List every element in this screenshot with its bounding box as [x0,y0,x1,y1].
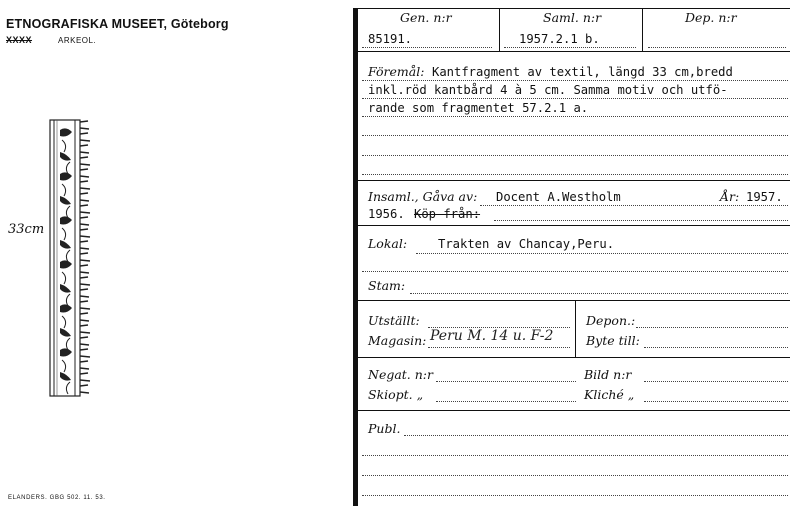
publ-dotted-4 [362,495,788,496]
gen-value: 85191. [368,32,413,46]
insaml-line2-value: 1956. [368,207,405,221]
lokal-label: Lokal: [368,236,408,251]
photo-bottom-rule [356,410,790,411]
dep-label: Dep. n:r [685,10,737,25]
department-struck: XXXX [6,35,33,45]
saml-dotted [504,47,636,48]
foremal-dotted-3 [362,116,788,117]
publ-dotted-2 [362,455,788,456]
depon-label: Depon.: [586,313,636,328]
foremal-line-1: Kantfragment av textil, längd 33 cm,bredd [432,65,733,79]
ar-value: 1957. [746,190,783,204]
saml-label: Saml. n:r [543,10,602,25]
kliche-dotted [644,401,788,402]
stam-label: Stam: [368,278,406,293]
foremal-dotted-6 [362,174,788,175]
publ-dotted-3 [362,475,788,476]
header-div-1 [499,8,500,52]
negat-dotted [436,381,576,382]
insaml-label: Insaml., Gåva av: [368,189,478,204]
lokal-dotted-2 [362,271,788,272]
lokal-dotted-1 [416,253,788,254]
negat-label: Negat. n:r [368,367,433,382]
foremal-label: Föremål: [368,64,425,79]
depon-dotted [636,327,788,328]
insaml-dotted-2 [494,220,788,221]
lokal-value: Trakten av Chancay,Peru. [438,237,615,251]
byte-dotted [644,347,788,348]
kop-fran-struck: Köp från: [414,207,481,221]
kliche-label: Kliché „ [584,387,635,402]
stam-dotted [410,293,788,294]
header-bottom-rule [356,51,790,52]
thick-divider [353,8,358,506]
ar-label: År: [720,189,740,204]
storage-bottom-rule [356,357,790,358]
foremal-dotted-1 [362,80,788,81]
measurement-label: 33cm [8,222,45,237]
foremal-dotted-4 [362,135,788,136]
department-label: ARKEOL. [58,36,97,45]
publ-label: Publ. [368,421,401,436]
foremal-bottom-rule [356,180,790,181]
gen-dotted [362,47,492,48]
insaml-dotted-1 [480,205,788,206]
header-div-2 [642,8,643,52]
textile-fragment-drawing [42,118,94,398]
gen-label: Gen. n:r [400,10,452,25]
foremal-line-3: rande som fragmentet 57.2.1 a. [368,101,589,115]
magasin-dotted [428,347,570,348]
byte-label: Byte till: [586,333,640,348]
magasin-label: Magasin: [368,333,427,348]
lokal-bottom-rule [356,300,790,301]
insaml-value: Docent A.Westholm [496,190,621,204]
bild-label: Bild n:r [584,367,632,382]
museum-name: ETNOGRAFISKA MUSEET, Göteborg [6,17,229,31]
utstallt-label: Utställt: [368,313,420,328]
bild-dotted [644,381,788,382]
department-line [6,35,96,45]
saml-value: 1957.2.1 b. [519,32,600,46]
skiopt-label: Skiopt. „ [368,387,424,402]
foremal-dotted-2 [362,98,788,99]
dep-dotted [648,47,786,48]
header-top-rule [356,8,790,9]
insaml-bottom-rule [356,225,790,226]
magasin-value: Peru M. 14 u. F-2 [430,328,554,344]
foremal-line-2: inkl.röd kantbård 4 à 5 cm. Samma motiv och utfö- [368,83,728,97]
skiopt-dotted [436,401,576,402]
publ-dotted-1 [404,435,788,436]
foremal-dotted-5 [362,155,788,156]
printer-imprint: ELANDERS. GBG 502. 11. 53. [8,495,106,501]
storage-mid-divider [575,301,576,357]
